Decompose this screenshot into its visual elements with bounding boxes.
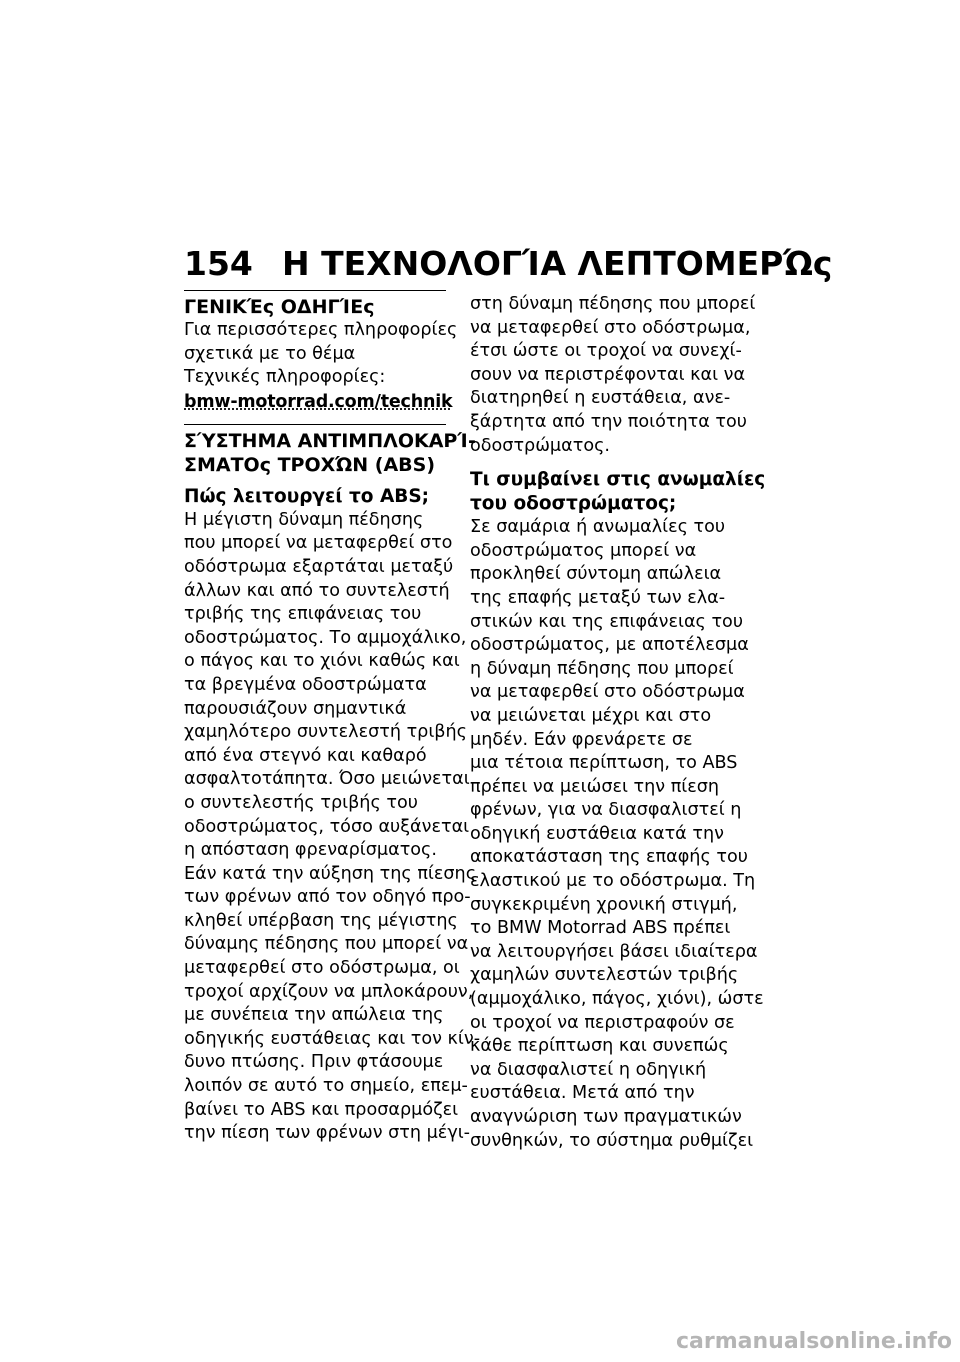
text-line: μηδέν. Εάν φρενάρετε σε — [470, 729, 693, 750]
text-line: την πίεση των φρένων στη μέγι- — [184, 1123, 471, 1144]
text-line: των φρένων από τον οδηγό προ- — [184, 887, 471, 908]
text-line: στικών και της επιφάνειας του — [470, 611, 743, 632]
text-line: Εάν κατά την αύξηση της πίεσης — [184, 863, 477, 884]
text-line: στη δύναμη πέδησης που μπορεί — [470, 294, 756, 314]
text-line: να μεταφερθεί στο οδόστρωμα — [470, 682, 745, 703]
text-line: διατηρηθεί η ευστάθεια, ανε- — [470, 388, 731, 409]
subheading-how-abs-works: Πώς λειτουργεί το ABS; — [184, 485, 430, 507]
text-line: οδόστρωμα εξαρτάται μεταξύ — [184, 556, 454, 577]
text-line: κληθεί υπέρβαση της μέγιστης — [184, 910, 458, 931]
heading-line: ΣΎΣΤΗΜΑ ΑΝΤΙΜΠΛΟΚΑΡΊ- — [184, 429, 476, 452]
text-line: ξάρτητα από την ποιότητα του — [470, 411, 747, 432]
text-line: σχετικά με το θέμα — [184, 343, 356, 364]
text-line: να μειώνεται μέχρι και στο — [470, 705, 712, 726]
section-divider — [184, 290, 446, 291]
text-line: χαμηλών συντελεστών τριβής — [470, 965, 739, 986]
text-line: της επαφής μεταξύ των ελα- — [470, 587, 726, 608]
technik-link[interactable]: bmw-motorrad.com/technik — [184, 391, 453, 412]
heading-line: του οδοστρώματος; — [470, 493, 677, 515]
text-line: που μπορεί να μεταφερθεί στο — [184, 533, 453, 554]
text-line: οδοστρώματος, τόσο αυξάνεται — [184, 816, 470, 837]
right-column — [470, 293, 766, 1153]
text-line: οδοστρώματος. — [470, 435, 611, 456]
text-line: αποκατάσταση της επαφής του — [470, 847, 748, 868]
text-line: συγκεκριμένη χρονική στιγμή, — [470, 894, 738, 915]
text-line: ευστάθεια. Μετά από την — [470, 1083, 695, 1104]
paragraph-irregularities — [470, 516, 764, 1153]
section-heading-abs — [184, 429, 476, 477]
text-line: δυνο πτώσης. Πριν φτάσουμε — [184, 1052, 444, 1073]
page-number: 154 — [184, 244, 253, 283]
heading-line: Τι συμβαίνει στις ανωμαλίες — [470, 469, 766, 491]
text-line: δύναμης πέδησης που μπορεί να — [184, 934, 469, 955]
text-line: από ένα στεγνό και καθαρό — [184, 745, 427, 766]
text-line: τροχοί αρχίζουν να μπλοκάρουν, — [184, 981, 474, 1002]
text-line: άλλων και από το συντελεστή — [184, 580, 450, 601]
text-line: τριβής της επιφάνειας του — [184, 604, 422, 625]
text-line: οδοστρώματος, με αποτέλεσμα — [470, 635, 749, 656]
text-line: το BMW Motorrad ABS πρέπει — [470, 918, 731, 939]
text-line: βαίνει το ABS και προσαρμόζει — [184, 1099, 459, 1120]
left-column — [184, 290, 481, 1146]
text-line: οδοστρώματος. Το αμμοχάλικο, — [184, 627, 467, 648]
text-line: η απόσταση φρεναρίσματος. — [184, 840, 437, 861]
text-line: φρένων, για να διασφαλιστεί η — [470, 800, 742, 821]
text-line: οδηγική ευστάθεια κατά την — [470, 823, 724, 844]
text-line: η δύναμη πέδησης που μπορεί — [470, 658, 734, 679]
text-line: χαμηλότερο συντελεστή τριβής — [184, 722, 467, 743]
text-line: να λειτουργήσει βάσει ιδιαίτερα — [470, 941, 758, 962]
text-line: ασφαλτοτάπητα. Όσο μειώνεται — [184, 769, 470, 790]
text-line: πρέπει να μειώσει την πίεση — [470, 776, 720, 797]
text-line: παρουσιάζουν σημαντικά — [184, 698, 407, 719]
watermark: carmanualsonline.info — [676, 1329, 952, 1354]
text-line: Σε σαμάρια ή ανωμαλίες του — [470, 517, 726, 538]
text-line: τα βρεγμένα οδοστρώματα — [184, 674, 427, 695]
chapter-title: Η ΤΕΧΝΟΛΟΓΊΑ ΛΕΠΤΟΜΕΡΏς — [282, 244, 833, 283]
general-text — [184, 319, 458, 390]
text-line: Η μέγιστη δύναμη πέδησης — [184, 509, 424, 530]
heading-line: ΣΜΑΤΟς ΤΡΟΧΏΝ (ABS) — [184, 453, 436, 476]
text-line: οδοστρώματος μπορεί να — [470, 540, 697, 561]
text-line: έτσι ώστε οι τροχοί να συνεχί- — [470, 341, 742, 362]
text-line: (αμμοχάλικο, πάγος, χιόνι), ώστε — [470, 989, 764, 1010]
section-heading-general: ΓΕΝΙΚΈς ΟΔΗΓΊΕς — [184, 296, 375, 318]
text-line: Τεχνικές πληροφορίες: — [184, 367, 386, 388]
text-line: να μεταφερθεί στο οδόστρωμα, — [470, 317, 751, 338]
subheading-road-irregularities — [470, 468, 766, 516]
text-line: οδηγικής ευστάθειας και τον κίν- — [184, 1028, 481, 1049]
text-line: προκληθεί σύντομη απώλεια — [470, 564, 722, 585]
page-header — [184, 244, 833, 284]
text-line: συνθηκών, το σύστημα ρυθμίζει — [470, 1130, 754, 1151]
section-divider — [184, 424, 446, 425]
text-line: κάθε περίπτωση και συνεπώς — [470, 1036, 729, 1057]
text-line: αναγνώριση των πραγματικών — [470, 1107, 742, 1127]
text-line: Για περισσότερες πληροφορίες — [184, 320, 458, 340]
text-line: ο πάγος και το χιόνι καθώς και — [184, 651, 460, 672]
text-line: λοιπόν σε αυτό το σημείο, επεμ- — [184, 1076, 468, 1097]
text-line: ελαστικού με το οδόστρωμα. Τη — [470, 871, 756, 892]
paragraph-continuation — [470, 293, 756, 458]
text-line: μια τέτοια περίπτωση, το ABS — [470, 753, 738, 774]
text-line: σουν να περιστρέφονται και να — [470, 364, 746, 385]
text-line: ο συντελεστής τριβής του — [184, 792, 418, 813]
text-line: με συνέπεια την απώλεια της — [184, 1005, 444, 1026]
text-line: να διασφαλιστεί η οδηγική — [470, 1059, 707, 1080]
abs-paragraph — [184, 509, 481, 1146]
text-line: μεταφερθεί στο οδόστρωμα, οι — [184, 958, 460, 979]
text-line: οι τροχοί να περιστραφούν σε — [470, 1012, 735, 1033]
